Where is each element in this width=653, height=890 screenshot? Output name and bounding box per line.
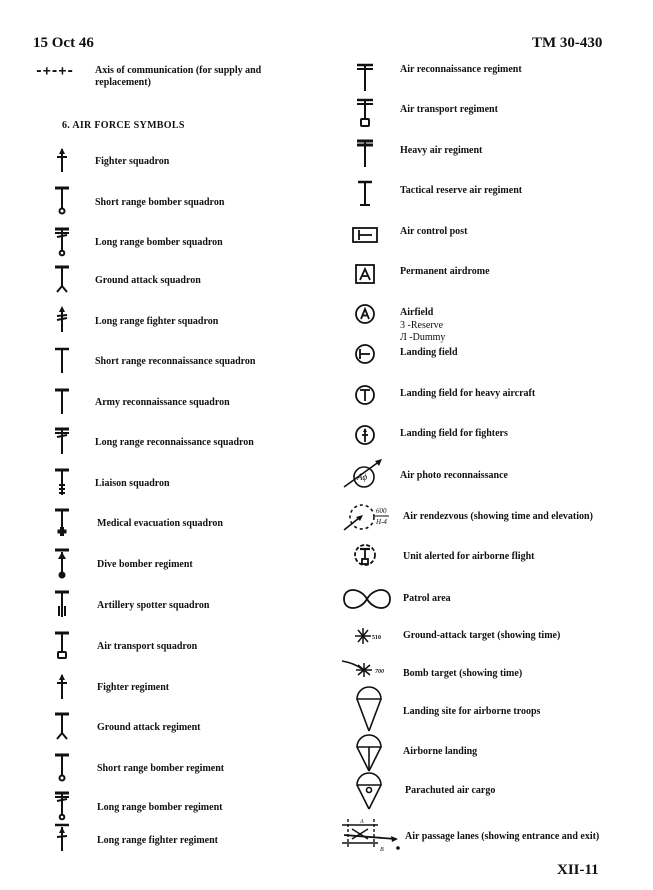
left-item-label: Artillery spotter squadron <box>97 600 210 611</box>
left-item-label: Ground attack regiment <box>97 722 201 733</box>
left-item-label: Fighter squadron <box>95 156 170 167</box>
left-item-label: Short range reconnaissance squadron <box>95 356 256 367</box>
ground-attack-squadron-icon <box>47 264 77 294</box>
document-date: 15 Oct 46 <box>33 35 94 51</box>
left-item-label: Long range bomber regiment <box>97 802 223 813</box>
right-item-label: Air photo reconnaissance <box>400 470 508 481</box>
medical-evacuation-squadron-icon <box>47 507 77 537</box>
airfield-dummy-note: Л -Dummy <box>400 332 446 343</box>
air-rendezvous-time: 600 <box>376 507 387 515</box>
right-item-label: Bomb target (showing time) <box>403 668 523 679</box>
right-item-label: Heavy air regiment <box>400 145 483 156</box>
short-range-recon-squadron-icon <box>47 345 77 375</box>
air-control-post-icon <box>350 220 380 250</box>
long-range-bomber-regiment-icon <box>47 790 77 820</box>
ground-attack-target-time: 510 <box>372 635 381 641</box>
landing-field-fighters-icon <box>350 421 380 451</box>
right-item-label: Landing field <box>400 347 458 358</box>
document-id: TM 30-430 <box>532 35 603 51</box>
right-item-label: Air reconnaissance regiment <box>400 64 522 75</box>
air-passage-exit-mark: B <box>380 847 384 853</box>
ground-attack-regiment-icon <box>47 711 77 741</box>
short-range-bomber-regiment-icon <box>47 752 77 782</box>
right-item-label: Air passage lanes (showing entrance and exit) <box>405 831 600 842</box>
right-item-label: Ground-attack target (showing time) <box>403 630 561 641</box>
airborne-landing-icon <box>352 733 386 775</box>
left-item-label: Medical evacuation squadron <box>97 518 223 529</box>
left-item-label: Long range fighter regiment <box>97 835 219 846</box>
right-item-label: Air rendezvous (showing time and elevation) <box>403 511 593 522</box>
axis-of-communication-label-1: Axis of communication (for supply and <box>95 65 262 76</box>
air-photo-recon-glyph-text: Aϕ <box>357 472 368 482</box>
airfield-icon <box>350 301 380 331</box>
bomb-target-icon <box>340 657 402 681</box>
tactical-reserve-air-regiment-icon <box>350 179 380 209</box>
long-range-fighter-squadron-icon <box>47 304 77 334</box>
heavy-air-regiment-icon <box>350 139 380 169</box>
page-number: XII-11 <box>557 862 599 878</box>
left-item-label: Long range bomber squadron <box>95 237 223 248</box>
liaison-squadron-icon <box>47 467 77 497</box>
axis-of-communication-label-2: replacement) <box>95 77 151 88</box>
left-item-label: Long range fighter squadron <box>95 316 219 327</box>
short-range-bomber-squadron-icon <box>47 185 77 215</box>
left-item-label: Short range bomber regiment <box>97 763 225 774</box>
right-item-label: Patrol area <box>403 593 451 604</box>
right-item-label: Airfield <box>400 307 434 318</box>
long-range-fighter-regiment-icon <box>47 823 77 853</box>
long-range-recon-squadron-icon <box>47 426 77 456</box>
long-range-bomber-squadron-icon <box>47 226 77 256</box>
air-passage-lanes-icon <box>338 815 402 855</box>
right-item-label: Landing field for heavy aircraft <box>400 388 536 399</box>
air-transport-regiment-icon <box>350 98 380 128</box>
air-recon-regiment-icon <box>350 62 380 92</box>
army-recon-squadron-icon <box>47 386 77 416</box>
right-item-label: Airborne landing <box>403 746 478 757</box>
air-rendezvous-icon <box>342 500 400 534</box>
unit-alerted-icon <box>350 541 380 571</box>
dive-bomber-regiment-icon <box>47 548 77 578</box>
fighter-squadron-icon <box>47 145 77 175</box>
air-passage-entrance-mark: A <box>360 819 364 825</box>
right-item-label: Landing site for airborne troops <box>403 706 541 717</box>
permanent-airdrome-icon <box>350 260 380 290</box>
ground-attack-target-icon <box>352 626 402 646</box>
air-photo-recon-icon <box>340 457 384 489</box>
air-transport-squadron-icon <box>47 630 77 660</box>
landing-site-airborne-icon <box>352 683 386 735</box>
artillery-spotter-squadron-icon <box>47 589 77 619</box>
right-item-label: Permanent airdrome <box>400 266 490 277</box>
left-item-label: Long range reconnaissance squadron <box>95 437 254 448</box>
left-item-label: Army reconnaissance squadron <box>95 397 230 408</box>
right-item-label: Landing field for fighters <box>400 428 508 439</box>
airfield-reserve-note: 3 -Reserve <box>400 320 444 331</box>
fighter-regiment-icon <box>47 671 77 701</box>
right-item-label: Parachuted air cargo <box>405 785 496 796</box>
left-item-label: Fighter regiment <box>97 682 170 693</box>
left-item-label: Liaison squadron <box>95 478 170 489</box>
right-item-label: Air control post <box>400 226 468 237</box>
axis-of-communication-glyph: -+-+- <box>35 64 75 79</box>
air-rendezvous-elevation: H-4 <box>376 518 387 526</box>
bomb-target-time: 700 <box>375 669 384 675</box>
right-item-label: Unit alerted for airborne flight <box>403 551 535 562</box>
landing-field-heavy-icon <box>350 381 380 411</box>
left-item-label: Ground attack squadron <box>95 275 201 286</box>
left-item-label: Air transport squadron <box>97 641 198 652</box>
section-title: 6. AIR FORCE SYMBOLS <box>62 120 185 131</box>
right-item-label: Air transport regiment <box>400 104 498 115</box>
right-item-label: Tactical reserve air regiment <box>400 185 523 196</box>
left-item-label: Dive bomber regiment <box>97 559 193 570</box>
landing-field-icon <box>350 340 380 370</box>
parachuted-cargo-icon <box>352 771 386 813</box>
left-item-label: Short range bomber squadron <box>95 197 225 208</box>
patrol-area-icon <box>340 585 394 613</box>
